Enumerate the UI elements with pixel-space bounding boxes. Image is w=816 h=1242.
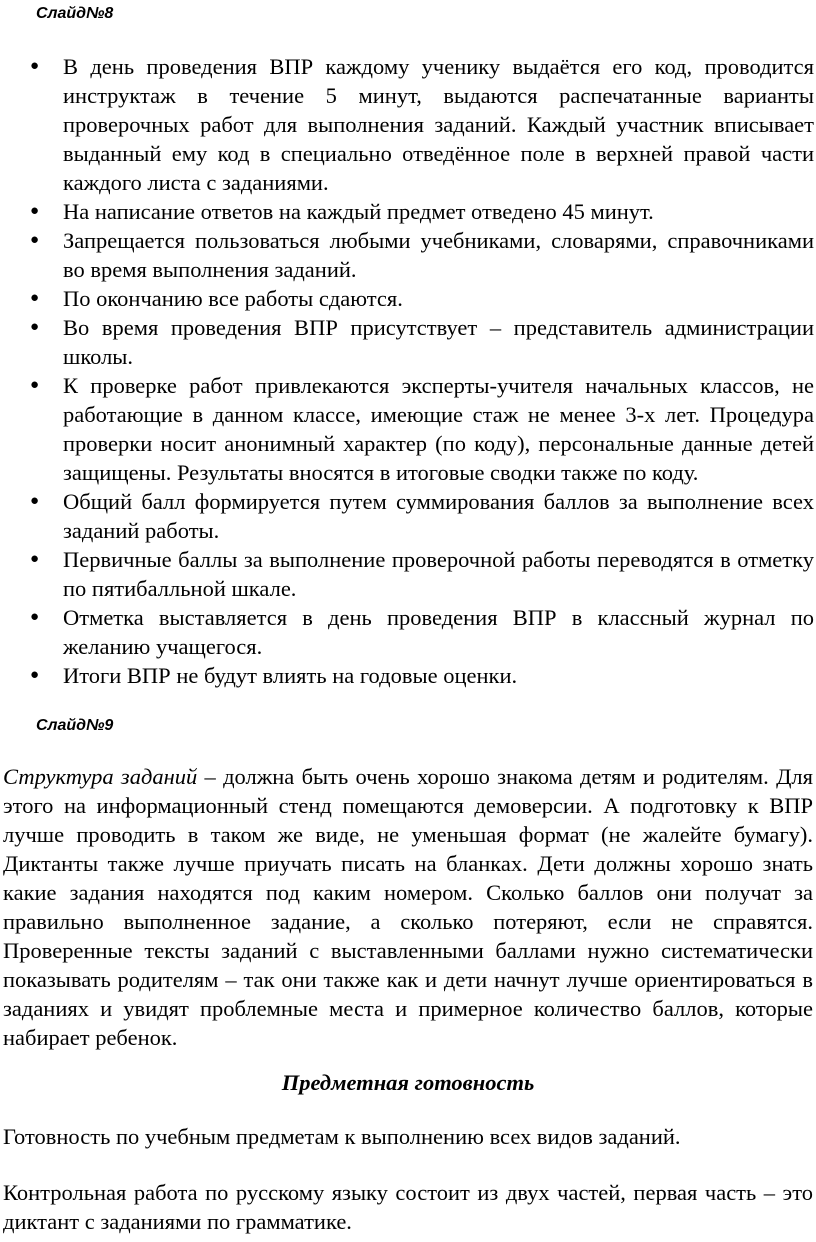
bullet-icon: ●	[30, 290, 40, 306]
list-item-text: Запрещается пользоваться любыми учебниками, словарями, справочниками во время выполнения заданий.	[63, 228, 814, 282]
structure-text: – должна быть очень хорошо знакома детям и родителям. Для этого на информационный стенд помещаются демоверсии. А подготовку к ВПР лучше проводить в таком же виде, не уменьшая формат (не жалейте бумагу). Диктанты также лучше приучать писать на бланках. Дети должны хорошо знать какие задания находятся под каким номером. Сколько баллов они получат за правильно выполненное задание, а сколько потеряют, если не справятся. Проверенные тексты заданий с выставленными баллами нужно систематически показывать родителям – так они также как и дети начнут лучше ориентироваться в заданиях и увидят проблемные места и примерное количество баллов, которые набирает ребенок.	[3, 764, 813, 1050]
list-item-text: К проверке работ привлекаются эксперты-учителя начальных классов, не работающие в данном классе, имеющие стаж не менее 3-х лет. Процедура проверки носит анонимный характер (по коду), персональные данные детей защищены. Результаты вносятся в итоговые сводки также по коду.	[63, 373, 814, 485]
bullet-icon: ●	[30, 609, 40, 625]
bullet-icon: ●	[30, 319, 40, 335]
list-item	[0, 371, 814, 487]
bullet-icon: ●	[30, 232, 40, 248]
bullet-icon: ●	[30, 58, 40, 74]
structure-lead: Структура заданий	[3, 764, 198, 789]
slide-9-label: Слайд№9	[36, 717, 114, 734]
list-item	[0, 313, 814, 371]
list-item	[0, 197, 814, 226]
slide-8-bullet-list	[0, 52, 814, 690]
list-item	[0, 661, 814, 690]
list-item	[0, 284, 814, 313]
readiness-paragraph: Готовность по учебным предметам к выполнению всех видов заданий.	[3, 1124, 681, 1149]
list-item-text: На написание ответов на каждый предмет отведено 45 минут.	[63, 199, 654, 224]
readiness-heading: Предметная готовность	[281, 1070, 535, 1095]
list-item	[0, 52, 814, 197]
bullet-icon: ●	[30, 377, 40, 393]
list-item-text: Во время проведения ВПР присутствует – представитель администрации школы.	[63, 315, 814, 369]
list-item	[0, 603, 814, 661]
list-item-text: Отметка выставляется в день проведения ВПР в классный журнал по желанию учащегося.	[63, 605, 814, 659]
list-item-text: В день проведения ВПР каждому ученику выдаётся его код, проводится инструктаж в течение 5 минут, выдаются распечатанные варианты проверочных работ для выполнения заданий. Каждый участник вписывает выданный ему код в специально отведённое поле в верхней правой части каждого листа с заданиями.	[63, 54, 814, 195]
list-item-text: Итоги ВПР не будут влиять на годовые оценки.	[63, 663, 518, 688]
list-item	[0, 226, 814, 284]
bullet-icon: ●	[30, 203, 40, 219]
russian-exam-paragraph: Контрольная работа по русскому языку состоит из двух частей, первая часть – это диктант с заданиями по грамматике.	[3, 1180, 813, 1234]
list-item-text: Первичные баллы за выполнение проверочной работы переводятся в отметку по пятибалльной шкале.	[63, 547, 814, 601]
slide-8-label: Слайд№8	[36, 5, 114, 22]
bullet-icon: ●	[30, 667, 40, 683]
list-item-text: По окончанию все работы сдаются.	[63, 286, 403, 311]
list-item-text: Общий балл формируется путем суммирования баллов за выполнение всех заданий работы.	[63, 489, 814, 543]
bullet-icon: ●	[30, 551, 40, 567]
list-item	[0, 487, 814, 545]
bullet-icon: ●	[30, 493, 40, 509]
structure-paragraph	[3, 762, 813, 1052]
list-item	[0, 545, 814, 603]
